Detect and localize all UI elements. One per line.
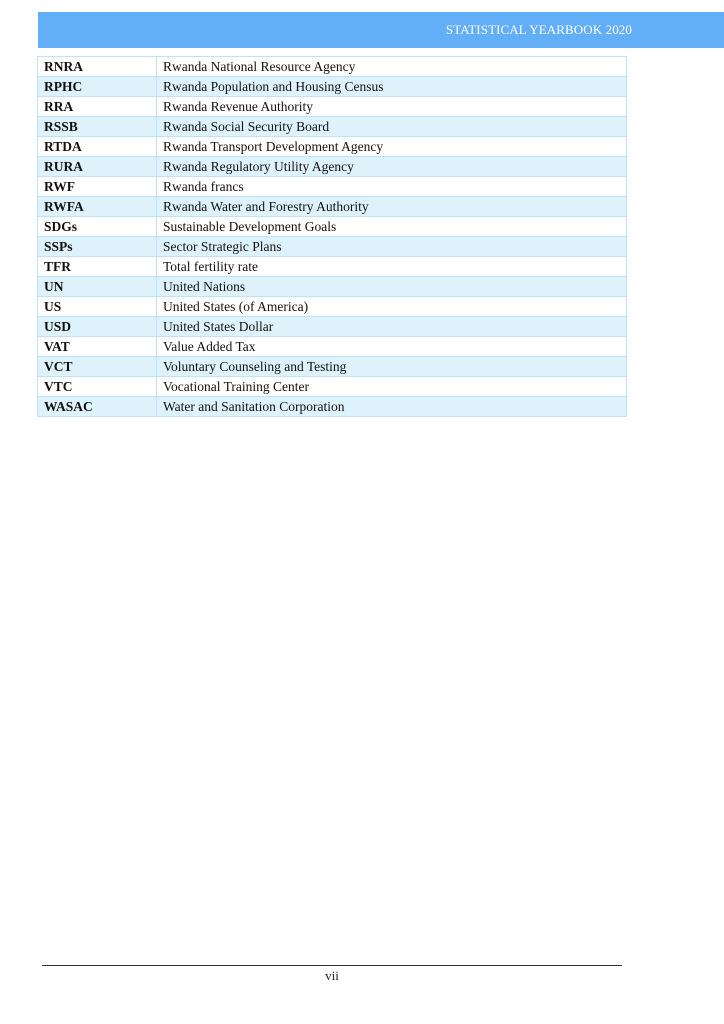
table-row xyxy=(38,117,627,137)
abbreviation-code: RWFA xyxy=(38,197,157,217)
table-row xyxy=(38,177,627,197)
table-row xyxy=(38,257,627,277)
table-row xyxy=(38,277,627,297)
abbreviation-code: SSPs xyxy=(38,237,157,257)
abbreviation-code: WASAC xyxy=(38,397,157,417)
abbreviation-meaning: Sector Strategic Plans xyxy=(157,237,627,257)
table-row xyxy=(38,397,627,417)
document-title: STATISTICAL YEARBOOK 2020 xyxy=(445,22,632,37)
header-band xyxy=(38,12,724,48)
abbreviation-meaning: Rwanda Population and Housing Census xyxy=(157,77,627,97)
abbreviation-meaning: United States (of America) xyxy=(157,297,627,317)
abbreviation-meaning: Rwanda National Resource Agency xyxy=(157,57,627,77)
table-row xyxy=(38,77,627,97)
page-number: vii xyxy=(325,968,339,983)
abbreviation-code: VTC xyxy=(38,377,157,397)
abbreviations-table-body xyxy=(38,57,627,417)
abbreviation-meaning: Rwanda Social Security Board xyxy=(157,117,627,137)
abbreviation-code: RSSB xyxy=(38,117,157,137)
table-row xyxy=(38,137,627,157)
abbreviation-meaning: Value Added Tax xyxy=(157,337,627,357)
abbreviation-meaning: United Nations xyxy=(157,277,627,297)
abbreviation-code: UN xyxy=(38,277,157,297)
abbreviation-code: US xyxy=(38,297,157,317)
abbreviation-code: RNRA xyxy=(38,57,157,77)
abbreviation-meaning: Vocational Training Center xyxy=(157,377,627,397)
table-row xyxy=(38,317,627,337)
footer-divider xyxy=(42,965,622,966)
abbreviation-meaning: Rwanda Transport Development Agency xyxy=(157,137,627,157)
abbreviation-code: USD xyxy=(38,317,157,337)
table-row xyxy=(38,197,627,217)
abbreviation-meaning: Rwanda Regulatory Utility Agency xyxy=(157,157,627,177)
abbreviation-code: VCT xyxy=(38,357,157,377)
abbreviation-code: VAT xyxy=(38,337,157,357)
abbreviation-code: RTDA xyxy=(38,137,157,157)
abbreviation-meaning: Rwanda Revenue Authority xyxy=(157,97,627,117)
abbreviation-code: RWF xyxy=(38,177,157,197)
table-row xyxy=(38,357,627,377)
table-row xyxy=(38,237,627,257)
abbreviation-code: RURA xyxy=(38,157,157,177)
abbreviation-meaning: Voluntary Counseling and Testing xyxy=(157,357,627,377)
abbreviation-meaning: United States Dollar xyxy=(157,317,627,337)
abbreviation-meaning: Sustainable Development Goals xyxy=(157,217,627,237)
table-row xyxy=(38,217,627,237)
table-row xyxy=(38,157,627,177)
table-row xyxy=(38,337,627,357)
abbreviation-meaning: Rwanda francs xyxy=(157,177,627,197)
abbreviation-code: RRA xyxy=(38,97,157,117)
abbreviation-meaning: Total fertility rate xyxy=(157,257,627,277)
abbreviation-code: SDGs xyxy=(38,217,157,237)
abbreviation-code: RPHC xyxy=(38,77,157,97)
abbreviation-meaning: Rwanda Water and Forestry Authority xyxy=(157,197,627,217)
abbreviations-table xyxy=(37,56,627,417)
table-row xyxy=(38,57,627,77)
abbreviation-code: TFR xyxy=(38,257,157,277)
table-row xyxy=(38,297,627,317)
abbreviation-meaning: Water and Sanitation Corporation xyxy=(157,397,627,417)
table-row xyxy=(38,377,627,397)
table-row xyxy=(38,97,627,117)
